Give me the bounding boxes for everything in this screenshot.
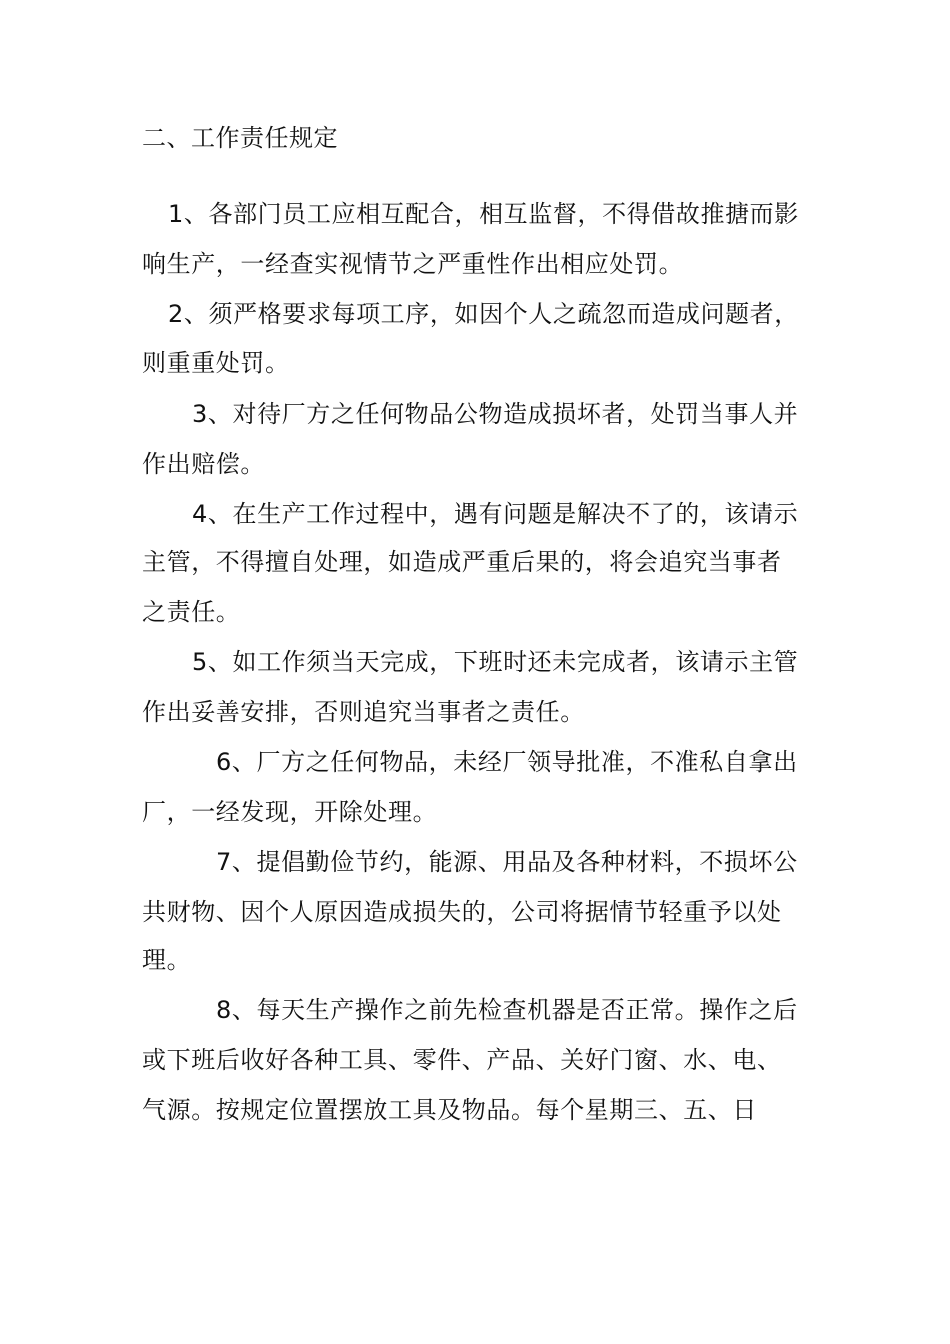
item-5-line-2: 作出妥善安排，否则追究当事者之责任。 — [142, 698, 585, 726]
item-6-line-2: 厂，一经发现，开除处理。 — [142, 798, 438, 826]
item-4-line-3: 之责任。 — [142, 598, 241, 626]
item-7-line-3: 理。 — [142, 946, 192, 974]
item-6-line-1: 6、厂方之任何物品，未经厂领导批准，不准私自拿出 — [216, 748, 798, 776]
item-8-line-3: 气源。按规定位置摆放工具及物品。每个星期三、五、日 — [142, 1096, 757, 1124]
section-heading: 二、工作责任规定 — [142, 124, 338, 152]
item-4-line-2: 主管，不得擅自处理，如造成严重后果的，将会追究当事者 — [142, 548, 782, 576]
item-8-line-1: 8、每天生产操作之前先检查机器是否正常。操作之后 — [216, 996, 798, 1024]
item-7-line-1: 7、提倡勤俭节约，能源、用品及各种材料，不损坏公 — [216, 848, 798, 876]
item-3-line-2: 作出赔偿。 — [142, 450, 265, 478]
item-3-line-1: 3、对待厂方之任何物品公物造成损坏者，处罚当事人并 — [192, 400, 799, 428]
item-1-line-1: 1、各部门员工应相互配合，相互监督，不得借故推搪而影 — [168, 200, 799, 228]
item-8-line-2: 或下班后收好各种工具、零件、产品、关好门窗、水、电、 — [142, 1046, 782, 1074]
item-1-line-2: 响生产，一经查实视情节之严重性作出相应处罚。 — [142, 250, 684, 278]
item-4-line-1: 4、在生产工作过程中，遇有问题是解决不了的，该请示 — [192, 500, 799, 528]
item-7-line-2: 共财物、因个人原因造成损失的，公司将据情节轻重予以处 — [142, 898, 782, 926]
item-2-line-1: 2、须严格要求每项工序，如因个人之疏忽而造成问题者， — [168, 300, 799, 328]
item-5-line-1: 5、如工作须当天完成，下班时还未完成者，该请示主管 — [192, 648, 799, 676]
item-2-line-2: 则重重处罚。 — [142, 349, 290, 377]
